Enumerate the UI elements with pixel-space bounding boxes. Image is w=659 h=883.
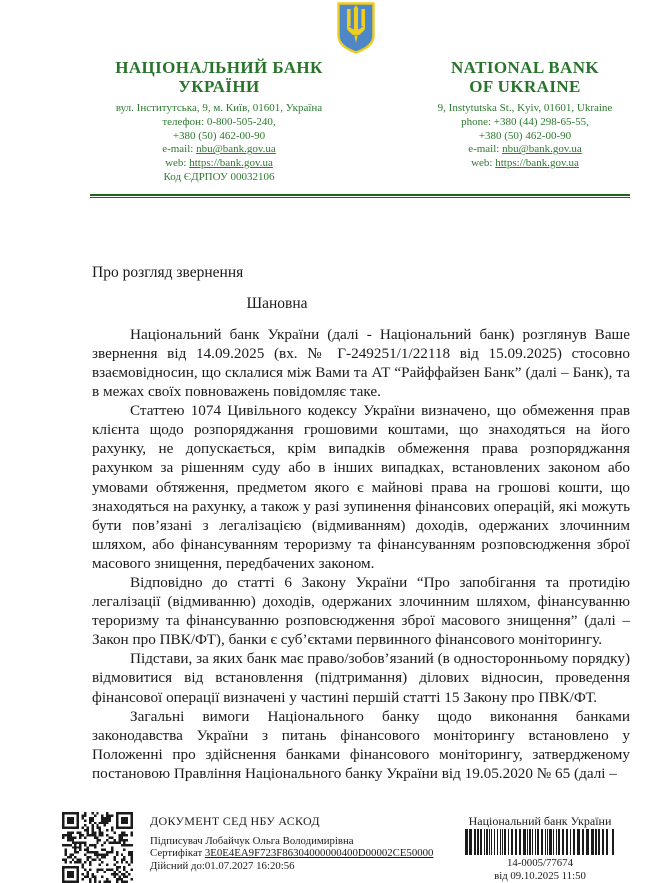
edrpou-code: Код ЄДРПОУ 00032106 — [163, 170, 275, 183]
certificate-number: 3E0E4EA9F723F86304000000400D00002CE50000 — [204, 847, 434, 860]
paragraph-3: Відповідно до статті 6 Закону України “Про запобігання та протидію легалізації (відмиванню) доходів, одержаних злочинним шляхом, фінансуванню тероризму та фінансуванню розповсюдження зброї масового знищення” (далі – Закон про ПВК/ФТ), банки є суб’єктами первинного фінансового моніторингу. — [92, 574, 630, 649]
address-uk: вул. Інститутська, 9, м. Київ, 01601, Україна — [115, 102, 323, 114]
registration-date: від 09.10.2025 11:50 — [494, 869, 586, 882]
letter-subject: Про розгляд звернення — [92, 263, 244, 281]
letterhead-ukrainian — [90, 58, 348, 185]
phone-uk-1: телефон: 0-800-505-240, — [162, 115, 276, 128]
paragraph-2: Статтею 1074 Цивільного кодексу України визначено, що обмеження прав клієнта щодо розпоряджання грошовими коштами, що знаходяться на його рахунку, не допускається, крім випадків обмеження права розпоряджання рахунком за рішенням суду або в інших випадках, встановлених законом або умовами обтяження, предметом якого є майнові права на грошові кошти, що знаходяться на рахунку, а також у разі зупинення фінансових операцій, які можуть бути пов’язані з легалізацією (відмиванням) доходів, одержаних злочинним шляхом, або фінансуванням тероризму та фінансуванням розповсюдження зброї масового знищення, передбачених законом. — [92, 402, 630, 572]
paragraph-1: Національний банк України (далі - Національний банк) розглянув Ваше звернення від 14.09.2025 (вх. № Г-249251/1/22118 від 15.09.2025) стосовно взаємовідносин, що склалися між Вами та АТ “Райффайзен Банк” (далі – Банк), та в межах своїх повноважень повідомляє таке. — [92, 325, 630, 401]
signer-name: Підписувач Лобайчук Ольга Володимирівна — [150, 834, 354, 847]
contact-block-uk — [90, 102, 348, 185]
sed-system-label: ДОКУМЕНТ СЕД НБУ АСКОД — [150, 814, 320, 828]
certificate-line: Сертифікат 3E0E4EA9F723F86304000000400D00002CE50000 — [150, 847, 434, 860]
digital-signature-stamp — [0, 810, 659, 883]
salutation: Шановна — [246, 294, 308, 312]
paragraph-4: Підстави, за яких банк має право/зобов’язаний (в односторонньому порядку) відмовитися від встановлення (підтримання) ділових відносин, проведення фінансової операції визначені у частині першій статті 15 Закону про ПВК/ФТ. — [92, 650, 630, 706]
letterhead-english — [411, 58, 639, 185]
bank-title-uk: НАЦІОНАЛЬНИЙ БАНК УКРАЇНИ — [115, 58, 323, 96]
phone-en-1: phone: +380 (44) 298-65-55, — [461, 115, 589, 128]
address-en: 9, Instytutska St., Kyiv, 01601, Ukraine — [437, 102, 613, 114]
header-divider-rule — [90, 194, 630, 198]
web-line-en: web: https://bank.gov.ua — [471, 157, 579, 170]
web-link: https://bank.gov.ua — [189, 157, 273, 170]
ukraine-trident-emblem-icon — [337, 2, 375, 54]
phone-en-2: +380 (50) 462-00-90 — [478, 129, 572, 142]
letter-body — [92, 325, 630, 783]
bank-title-en: NATIONAL BANK OF UKRAINE — [451, 58, 599, 96]
paragraph-5: Загальні вимоги Національного банку щодо виконання банками законодавства України з питань фінансового моніторингу встановлено у Положенні про здійснення банками фінансового моніторингу, затвердженому постановою Правління Національного банку України від 19.05.2020 № 65 (далі – — [92, 707, 630, 782]
email-line-uk: e-mail: nbu@bank.gov.ua — [162, 143, 276, 156]
certificate-validity: Дійсний до:01.07.2027 16:20:56 — [150, 859, 295, 872]
registration-stamp — [442, 815, 638, 882]
contact-block-en — [411, 102, 639, 171]
stamp-org-name: Національний банк України — [468, 814, 612, 828]
qr-code-icon — [62, 812, 133, 883]
email-link: nbu@bank.gov.ua — [502, 143, 582, 156]
registration-number: 14-0005/77674 — [507, 857, 573, 870]
phone-uk-2: +380 (50) 462-00-90 — [172, 129, 266, 142]
web-line-uk: web: https://bank.gov.ua — [165, 157, 273, 170]
email-line-en: e-mail: nbu@bank.gov.ua — [468, 143, 582, 156]
barcode-icon — [465, 829, 615, 855]
signature-details — [150, 815, 433, 872]
letterhead — [0, 0, 659, 185]
web-link: https://bank.gov.ua — [495, 157, 579, 170]
email-link: nbu@bank.gov.ua — [196, 143, 276, 156]
